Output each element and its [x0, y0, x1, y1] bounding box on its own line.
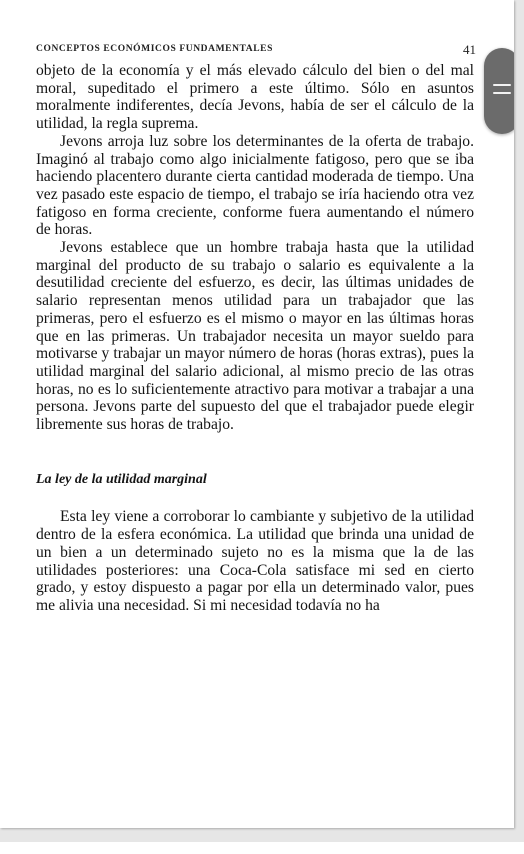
next-page-edge [0, 842, 524, 854]
paragraph: Jevons establece que un hombre trabaja hasta que la utilidad marginal del producto de su trabajo o salario es equivalente a la desutilidad creciente del esfuerzo, es decir, las últimas unidades de salario representan menos utilidad para un trabajador que las primeras, pero el esfuerzo es el mismo o mayor en las últimas horas que en las primeras. Un trabajador necesita un mayor sueldo para motivarse y trabajar un mayor número de horas (horas extras), pues la utilidad marginal del salario adicional, al mismo precio de las otras horas, no es lo suficientemente atractivo para motivar a trabajar a una persona. Jevons parte del supuesto del que el trabajador puede elegir libremente sus horas de trabajo. [36, 239, 474, 434]
paragraph: Esta ley viene a corroborar lo cambiante y subjetivo de la utilidad dentro de la esfera económica. La utilidad que brinda una unidad de un bien a un determinado sujeto no es la misma que la de las utilidades posteriores: una Coca-Cola satisface mi sed en cierto grado, y estoy dispuesto a pagar por ella un determinado valor, pues me alivia una necesidad. Si mi necesidad todavía no ha [36, 508, 474, 614]
page-header [36, 42, 476, 58]
page-number: 41 [463, 42, 476, 57]
paragraph: objeto de la economía y el más elevado cálculo del bien o del mal moral, supeditado el primero a este último. Sólo en asuntos moralmente indiferentes, decía Jevons, había de ser el cálculo de la utilidad, la regla suprema. [36, 62, 474, 133]
scroll-handle[interactable] [484, 48, 514, 134]
paragraph: Jevons arroja luz sobre los determinantes de la oferta de trabajo. Imaginó al trabajo como algo inicialmente fatigoso, pero que se iba haciendo placentero durante cierta cantidad moderada de tiempo. Una vez pasado este espacio de tiempo, el trabajo se iría haciendo otra vez fatigoso en forma creciente, conforme fuera aumentando el número de horas. [36, 132, 474, 239]
section-heading: La ley de la utilidad marginal [36, 471, 207, 487]
running-head: CONCEPTOS ECONÓMICOS FUNDAMENTALES [36, 44, 273, 54]
page-body [36, 62, 474, 615]
